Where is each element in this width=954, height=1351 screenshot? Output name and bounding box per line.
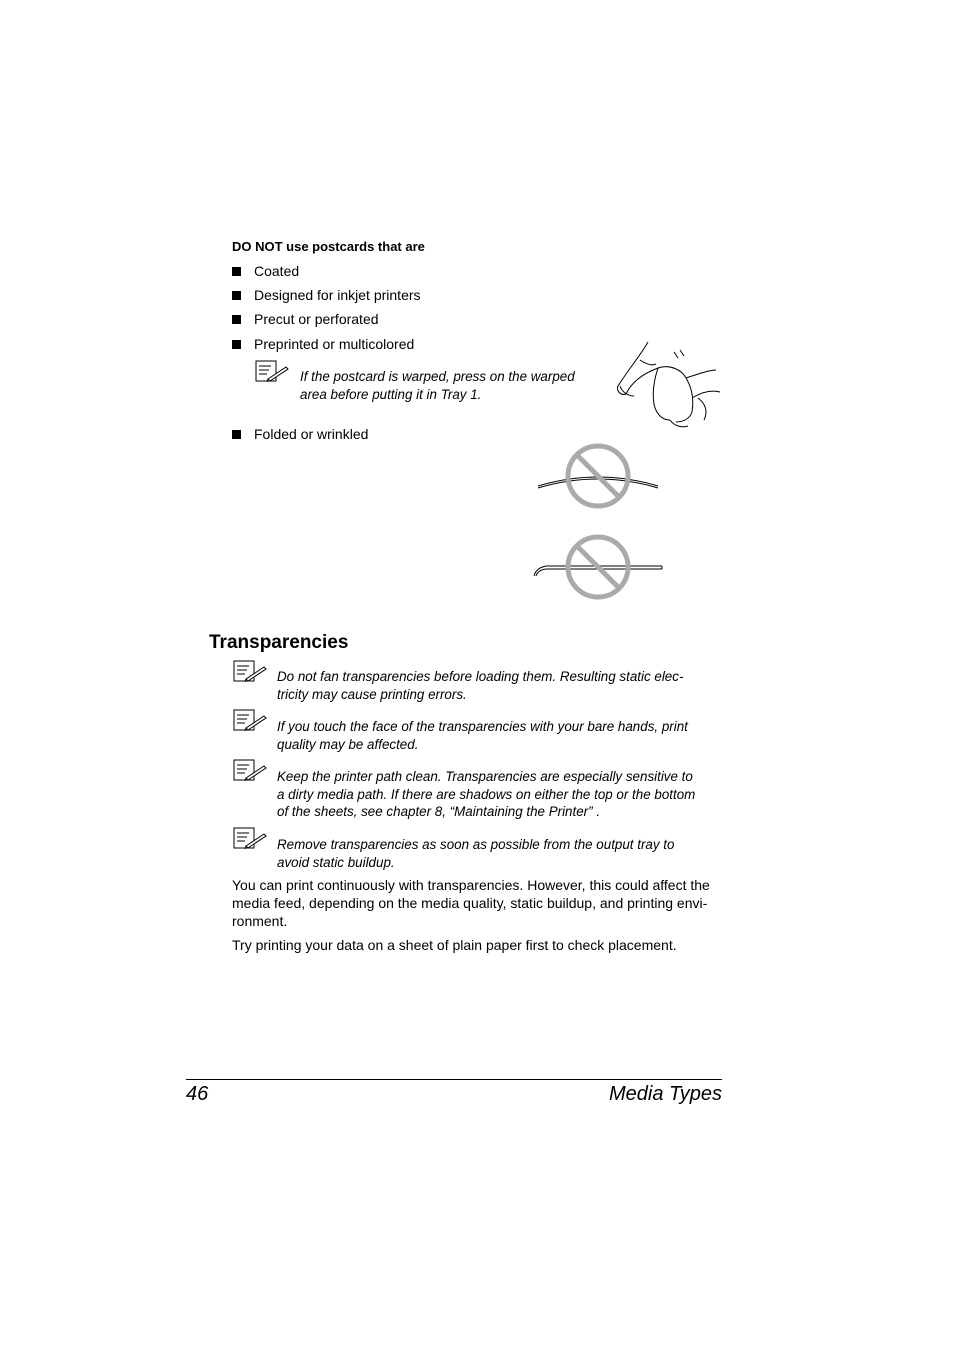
bullet-square-icon [232, 315, 241, 324]
note-text: Remove transparencies as soon as possible from the output tray to avoid static buildup. [277, 837, 675, 870]
warped-postcard-note: If the postcard is warped, press on the warped area before putting it in Tray 1. [300, 369, 575, 402]
section-title: Media Types [608, 1083, 722, 1105]
note-text: If you touch the face of the transparencies with your bare hands, print quality may be affected. [277, 719, 688, 752]
hands-pressing-postcard-illustration [612, 338, 722, 430]
note-text: Keep the printer path clean. Transparencies are especially sensitive to a dirty media path. If there are shadows on either the top or the bottom of the sheets, see chapter 8, “Maintaining the Printer” . [277, 769, 696, 819]
body-paragraph: You can print continuously with transparencies. However, this could affect the media feed, depending on the media quality, static buildup, and printing envi- ronment. [232, 877, 710, 929]
body-paragraph: Try printing your data on a sheet of plain paper first to check placement. [232, 937, 677, 953]
bullet-square-icon [232, 430, 241, 439]
section-heading: Transparencies [209, 632, 349, 653]
note-pencil-icon [233, 827, 267, 851]
footer-rule [186, 1079, 722, 1080]
bullet-square-icon [232, 291, 241, 300]
postcards-intro: DO NOT use postcards that are [232, 239, 425, 254]
note-pencil-icon [233, 709, 267, 733]
note-pencil-icon [233, 759, 267, 783]
curved-paper-prohibited-illustration [532, 440, 666, 514]
note-pencil-icon [255, 360, 289, 384]
bullet-square-icon [232, 267, 241, 276]
bent-paper-prohibited-illustration [530, 532, 666, 604]
page-number: 46 [186, 1083, 209, 1105]
note-pencil-icon [233, 660, 267, 684]
note-text: Do not fan transparencies before loading them. Resulting static elec- tricity may cause printing errors. [277, 669, 684, 702]
bullet-square-icon [232, 340, 241, 349]
